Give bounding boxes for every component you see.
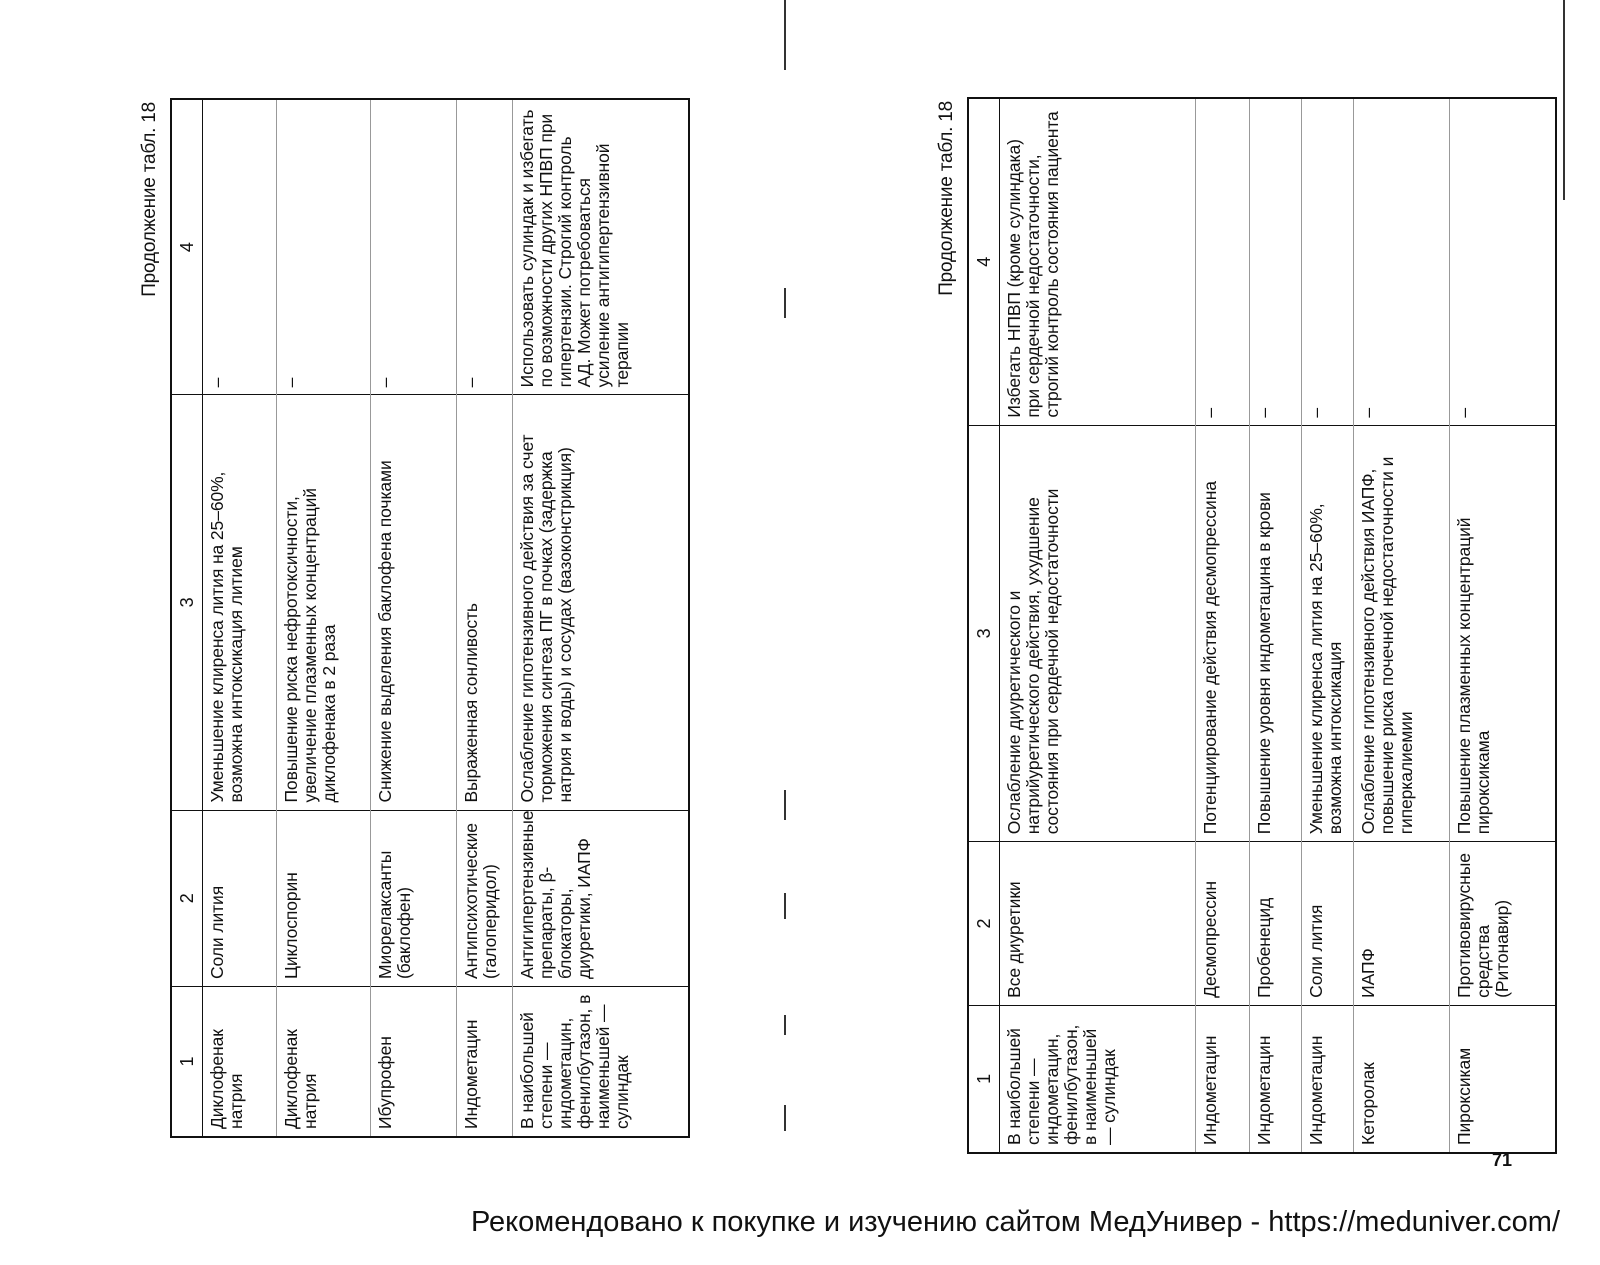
table-row (513, 99, 690, 1137)
table-cell: Потенциирование действия десмопрессина (1196, 425, 1250, 842)
table-cell: Уменьшение клиренса лития на 25–60%, возможна интоксикация (1302, 425, 1354, 842)
table-cell: – (203, 99, 277, 395)
table-row (1354, 98, 1450, 1153)
table-cell: Миорелаксанты (баклофен) (371, 810, 457, 986)
column-header: 1 (968, 1005, 1000, 1153)
table-cell: Кеторолак (1354, 1005, 1450, 1153)
table-header-row (171, 99, 203, 1137)
table-cell: Антипсихотические (галоперидол) (457, 810, 513, 986)
table-cell: Повышение риска нефротоксичности, увеличение плазменных концентраций диклофенака в 2 раза (277, 395, 371, 810)
table-cell: Десмопрессин (1196, 842, 1250, 1006)
table-cell: Индометацин (457, 987, 513, 1138)
page-fold-mark (784, 1015, 786, 1035)
table-cell: – (1354, 98, 1450, 425)
page-fold-mark (784, 288, 786, 318)
table-cell: ИАПФ (1354, 842, 1450, 1006)
table-header-row (968, 98, 1000, 1153)
table-row (457, 99, 513, 1137)
column-header: 4 (171, 99, 203, 395)
table-continuation-caption: Продолжение табл. 18 (936, 101, 957, 296)
table-cell: – (371, 99, 457, 395)
table-cell: Индометацин (1250, 1005, 1302, 1153)
table-cell: Избегать НПВП (кроме сулиндака) при сердечной недостаточности, строгий контроль состояния пациента (1000, 98, 1196, 425)
table-cell: Использовать сулиндак и избегать по возможности других НПВП при гипертензии. Строгий контроль АД. Может потребоваться усиление антигипертензивной терапии (513, 99, 690, 395)
table-row (203, 99, 277, 1137)
table-cell: Повышение плазменных концентраций пироксикама (1450, 425, 1557, 842)
table-row (371, 99, 457, 1137)
column-header: 1 (171, 987, 203, 1138)
page-fold-mark (784, 0, 786, 70)
table-continuation-caption: Продолжение табл. 18 (139, 102, 160, 297)
table-cell: Ослабление гипотензивного действия ИАПФ, повышение риска почечной недостаточности и гиперкалиемии (1354, 425, 1450, 842)
table-cell: В наибольшей степени — индометацин, фенилбутазон, в наименьшей — сулиндак (513, 987, 690, 1138)
table-cell: Пробенецид (1250, 842, 1302, 1006)
right-table-panel (929, 97, 1559, 1154)
table-cell: – (1450, 98, 1557, 425)
table-cell: Диклофенак натрия (203, 987, 277, 1138)
column-header: 3 (171, 395, 203, 810)
column-header: 2 (968, 842, 1000, 1006)
table-cell: Выраженная сонливость (457, 395, 513, 810)
table-row (1302, 98, 1354, 1153)
table-cell: – (1250, 98, 1302, 425)
page-number: 71 (1492, 1150, 1513, 1170)
page-fold-mark (784, 1105, 786, 1131)
table-cell: Соли лития (1302, 842, 1354, 1006)
table-cell: – (457, 99, 513, 395)
drug-interaction-table (170, 98, 690, 1138)
table-row (1196, 98, 1250, 1153)
drug-interaction-table (967, 97, 1557, 1154)
page-edge-mark (1563, 0, 1565, 200)
table-cell: – (1302, 98, 1354, 425)
footer-recommendation: Рекомендовано к покупке и изучению сайтом МедУнивер - https://meduniver.com/ (470, 1206, 1560, 1238)
table-cell: Противовирусные средства (Ритонавир) (1450, 842, 1557, 1006)
table-row (1450, 98, 1557, 1153)
table-cell: Диклофенак натрия (277, 987, 371, 1138)
table-cell: Ослабление диуретического и натрийуретического действия, ухудшение состояния при сердечной недостаточности (1000, 425, 1196, 842)
table-cell: – (1196, 98, 1250, 425)
table-cell: Повышение уровня индометацина в крови (1250, 425, 1302, 842)
table-cell: Ослабление гипотензивного действия за счет торможения синтеза ПГ в почках (задержка натрия и воды) и сосудах (вазоконстрикция) (513, 395, 690, 810)
page-fold-mark (784, 790, 786, 820)
table-cell: Все диуретики (1000, 842, 1196, 1006)
table-cell: В наибольшей степени — индометацин, фенилбутазон, в наименьшей — сулиндак (1000, 1005, 1196, 1153)
left-table-panel (132, 98, 692, 1138)
column-header: 2 (171, 810, 203, 986)
table-cell: Уменьшение клиренса лития на 25–60%, возможна интоксикация литием (203, 395, 277, 810)
table-cell: Соли лития (203, 810, 277, 986)
column-header: 3 (968, 425, 1000, 842)
table-cell: Снижение выделения баклофена почками (371, 395, 457, 810)
table-row (1000, 98, 1196, 1153)
page-fold-mark (784, 893, 786, 919)
table-cell: Индометацин (1302, 1005, 1354, 1153)
table-row (277, 99, 371, 1137)
table-cell: Ибупрофен (371, 987, 457, 1138)
table-cell: Антигипертензивные препараты, β-блокаторы, диуретики, ИАПФ (513, 810, 690, 986)
table-row (1250, 98, 1302, 1153)
table-cell: Пироксикам (1450, 1005, 1557, 1153)
table-cell: Циклоспорин (277, 810, 371, 986)
table-cell: Индометацин (1196, 1005, 1250, 1153)
table-cell: – (277, 99, 371, 395)
column-header: 4 (968, 98, 1000, 425)
